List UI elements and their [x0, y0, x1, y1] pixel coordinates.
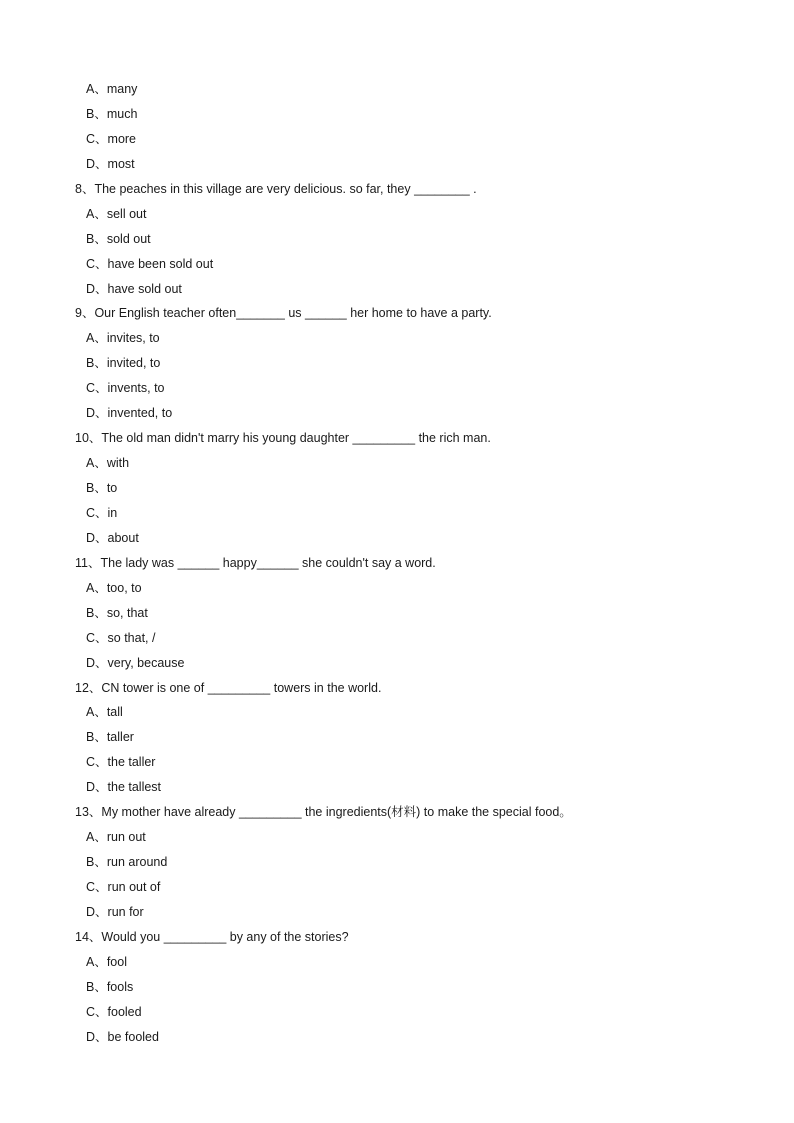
- answer-option: C、have been sold out: [86, 256, 214, 271]
- answer-option: D、about: [86, 530, 139, 545]
- answer-option: B、much: [86, 106, 138, 121]
- answer-option: D、invented, to: [86, 406, 173, 421]
- answer-option: B、fools: [86, 979, 134, 994]
- answer-option: B、to: [86, 481, 118, 495]
- question-text: 12、CN tower is one of _________ towers in the world.: [75, 680, 382, 695]
- answer-option: C、run out of: [86, 880, 161, 894]
- answer-option: B、sold out: [86, 231, 151, 246]
- answer-option: C、more: [86, 131, 137, 146]
- question-text: 10、The old man didn't marry his young daughter _________ the rich man.: [75, 431, 491, 446]
- answer-option: A、too, to: [86, 580, 142, 595]
- answer-option: C、so that, /: [86, 630, 156, 645]
- question-text: 8、The peaches in this village are very delicious. so far, they ________ .: [75, 181, 477, 196]
- answer-option: B、so, that: [86, 605, 148, 620]
- answer-option: C、the taller: [86, 755, 156, 770]
- answer-option: C、invents, to: [86, 381, 165, 396]
- answer-option: D、be fooled: [86, 1029, 159, 1044]
- question-text: 13、My mother have already _________ the ingredients(材料) to make the special food。: [75, 805, 572, 820]
- answer-option: D、most: [86, 156, 135, 171]
- question-text: 11、The lady was ______ happy______ she couldn't say a word.: [75, 555, 436, 570]
- answer-option: B、taller: [86, 730, 134, 745]
- answer-option: B、invited, to: [86, 356, 161, 371]
- answer-option: A、many: [86, 82, 138, 96]
- answer-option: D、run for: [86, 904, 144, 919]
- answer-option: A、run out: [86, 830, 146, 845]
- question-text: 9、Our English teacher often_______ us ______ her home to have a party.: [75, 306, 492, 321]
- quiz-content: [75, 77, 735, 1050]
- answer-option: C、in: [86, 505, 118, 520]
- answer-option: D、have sold out: [86, 281, 182, 296]
- answer-option: A、tall: [86, 705, 123, 720]
- answer-option: D、very, because: [86, 655, 185, 670]
- answer-option: C、fooled: [86, 1004, 142, 1019]
- question-text: 14、Would you _________ by any of the stories?: [75, 929, 349, 944]
- answer-option: A、invites, to: [86, 331, 160, 346]
- answer-option: D、the tallest: [86, 780, 162, 795]
- answer-option: A、with: [86, 456, 130, 471]
- answer-option: B、run around: [86, 855, 168, 870]
- answer-option: A、fool: [86, 954, 127, 969]
- answer-option: A、sell out: [86, 206, 147, 221]
